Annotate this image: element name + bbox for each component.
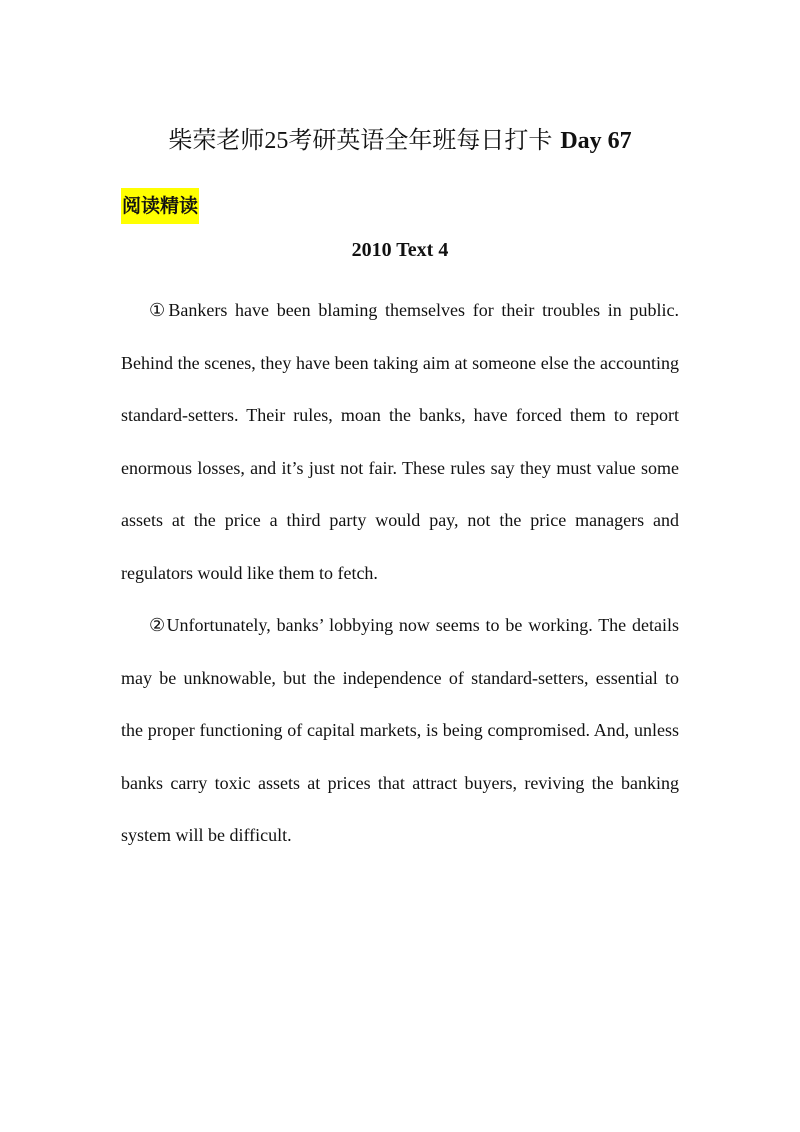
passage-body [121, 284, 679, 862]
section-label-highlight: 阅读精读 [121, 188, 199, 224]
paragraph-1: ①Bankers have been blaming themselves for their troubles in public. Behind the scenes, they have been taking aim at someone else the accounting standard-setters. Their rules, moan the banks, have forced them to report enormous losses, and it’s just not fair. These rules say they must value some assets at the price a third party would pay, not the price managers and regulators would like them to fetch. [121, 300, 679, 583]
paragraph-2: ②Unfortunately, banks’ lobbying now seems to be working. The details may be unknowable, but the independence of standard-setters, essential to the proper functioning of capital markets, is being compromised. And, unless banks carry toxic assets at prices that attract buyers, reviving the banking system will be difficult. [121, 615, 679, 845]
page-title-text: 柴荣老师25考研英语全年班每日打卡 [168, 128, 553, 154]
day-label: Day 67 [560, 128, 632, 154]
page-title [0, 121, 800, 161]
passage-heading: 2010 Text 4 [351, 239, 449, 261]
